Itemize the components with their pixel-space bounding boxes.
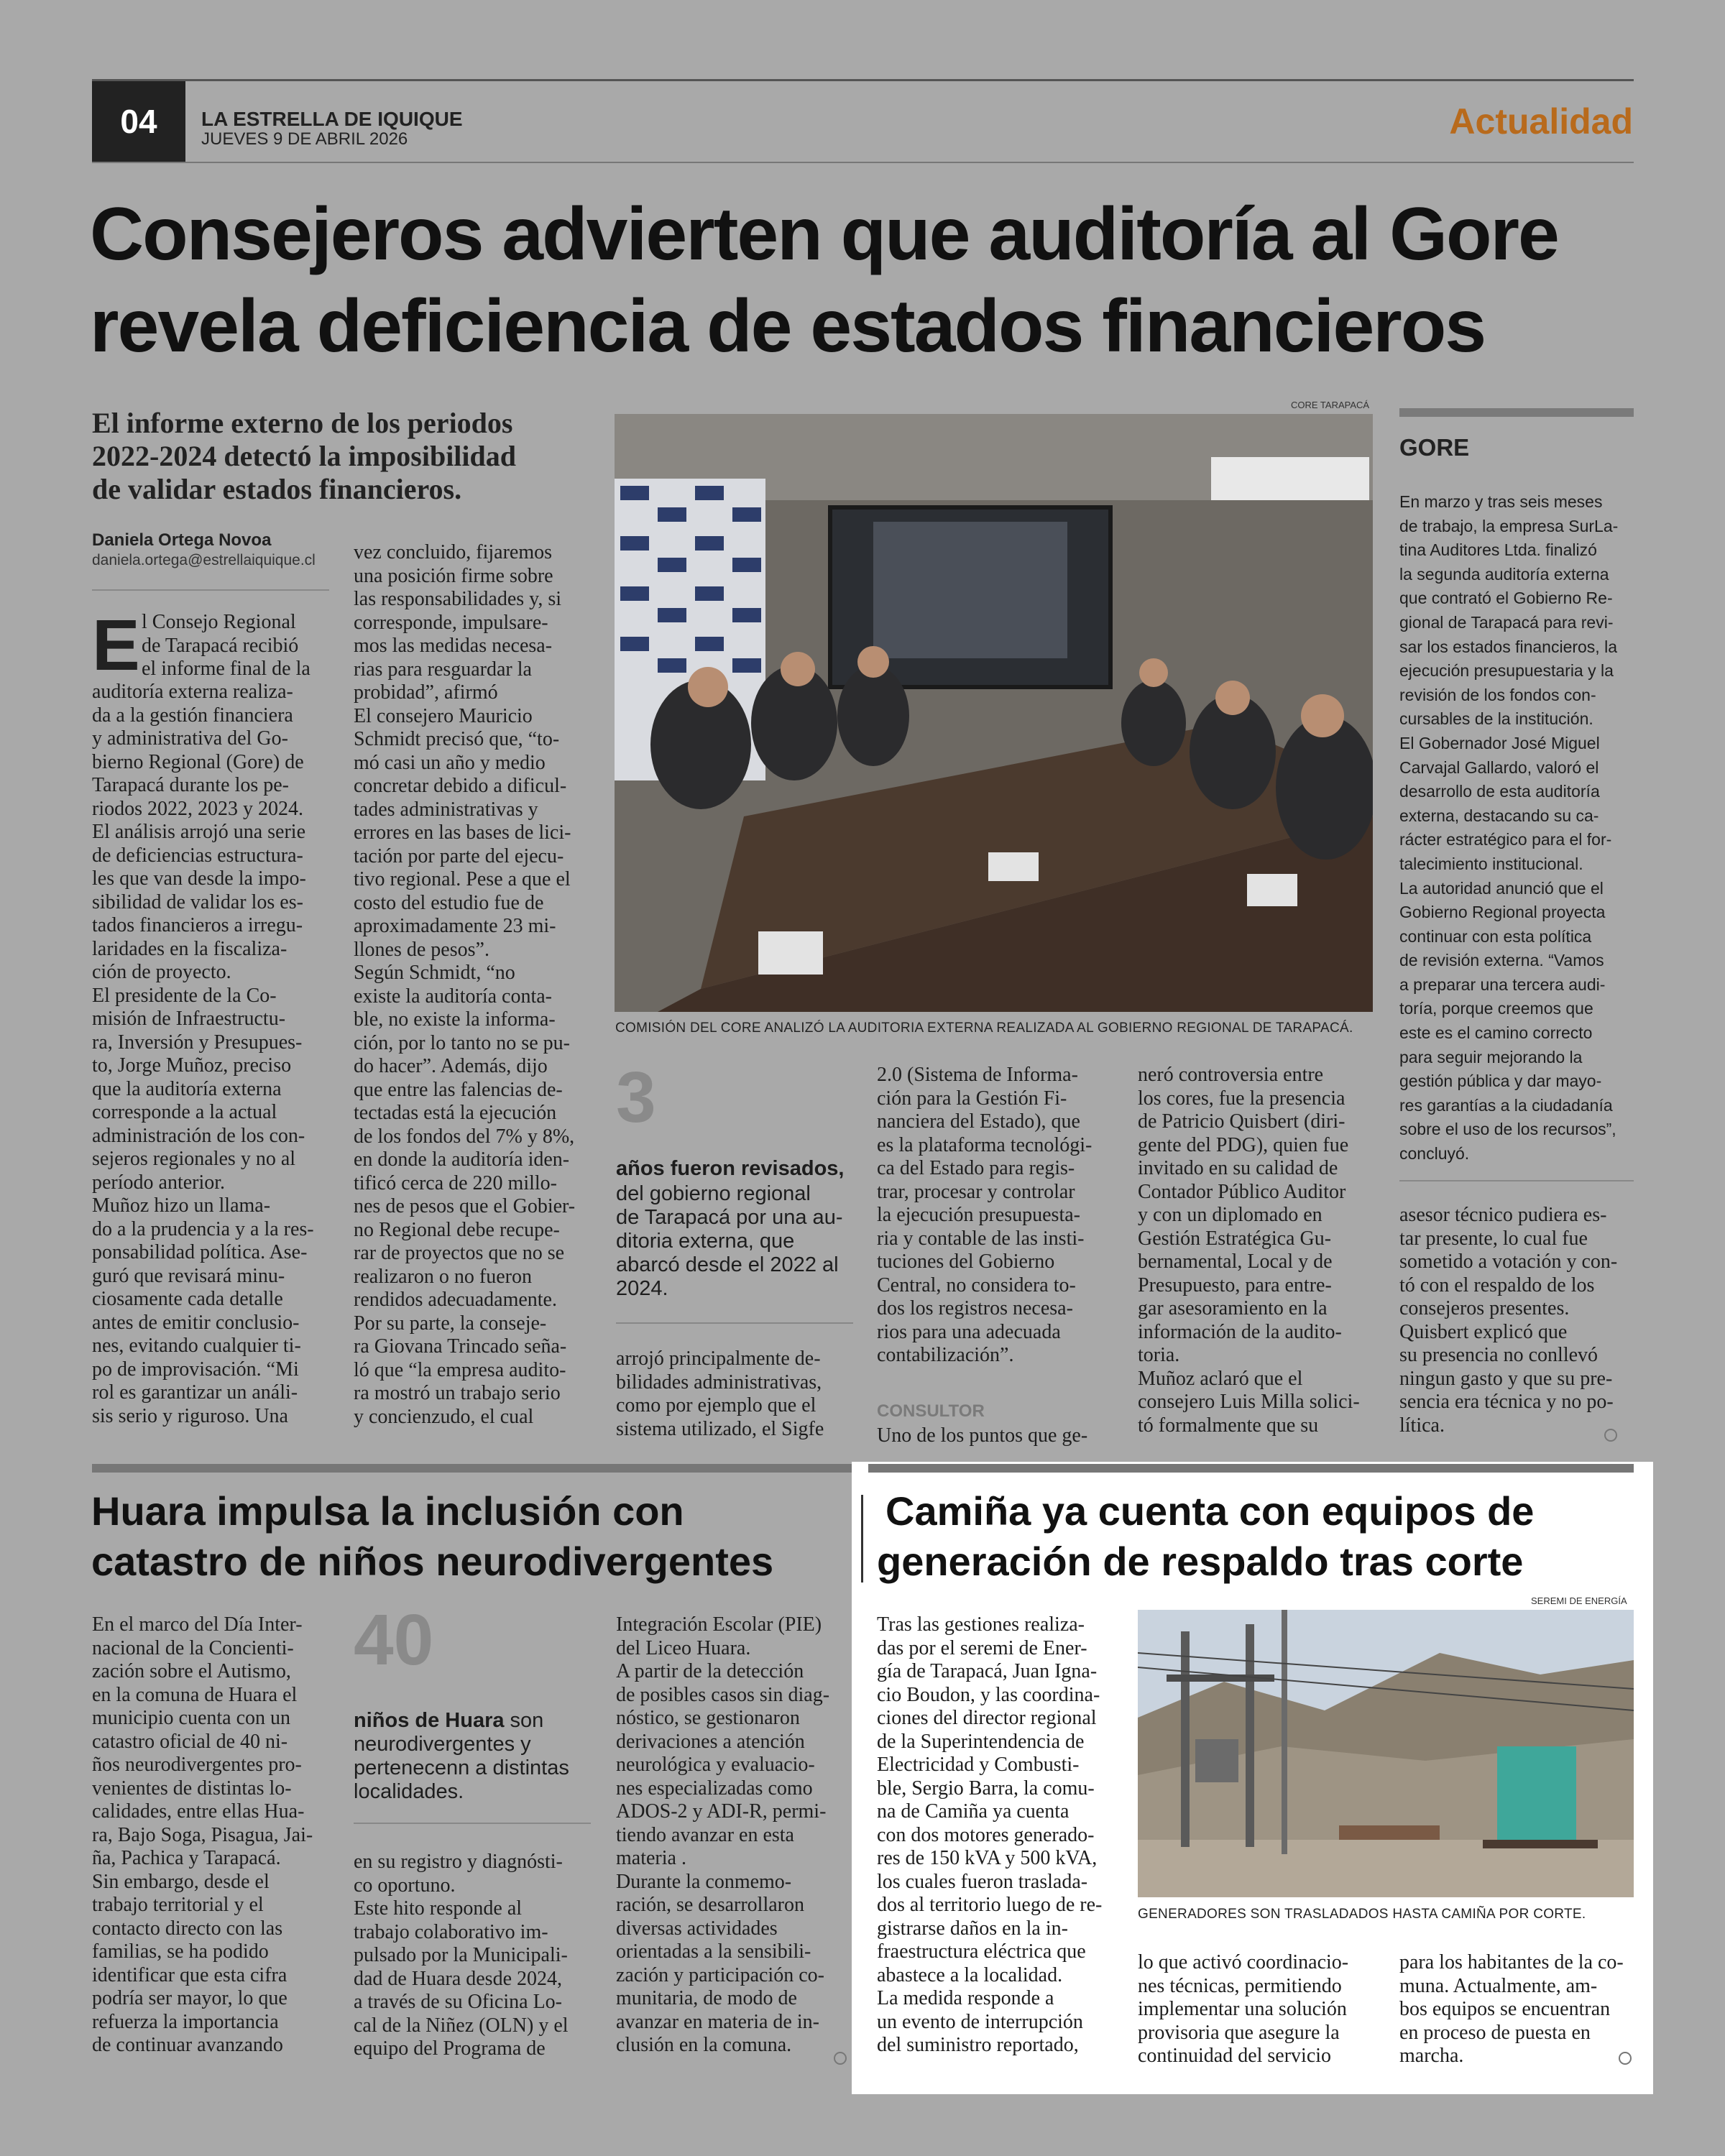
generators-illustration	[1138, 1610, 1634, 1897]
main-headline	[90, 188, 1558, 372]
camina-end-mark-icon	[1619, 2052, 1632, 2065]
huara-col3-body: Integración Escolar (PIE) del Liceo Huara. A partir de la detección de posibles casos sin diag- nóstico, se gestionaron derivaciones a atención neurológica y evaluacio- nes especializadas como ADOS-2 y ADI-R, permi- tiendo avanzar en esta materia . Durante la conmemo- ración, se desarrollaron diversas actividades orientadas a la sensibili- zación y participación co- munitaria, de modo de avanzar en materia de in- clusión en la comuna.	[616, 1613, 830, 2056]
bottom-section-bar	[92, 1464, 854, 1473]
camina-photo	[1138, 1610, 1634, 1897]
sidebar-body: En marzo y tras seis meses de trabajo, la empresa SurLa- tina Auditores Ltda. finalizó la segunda auditoría externa que contrató el Gobierno Re- gional de Tarapacá para revi- sar los estados financieros, la ejecución presupuestaria y la revisión de los fondos con- cursables de la institución. El Gobernador José Miguel Carvajal Gallardo, valoró el desarrollo de esta auditoría externa, destacando su ca- rácter estratégico para el for- talecimiento institucional. La autoridad anunció que el Gobierno Regional proyecta continuar con esta política de revisión externa. “Vamos a preparar una tercera audi- toría, porque creemos que este es el camino correcto para seguir mejorando la gestión pública y dar mayo- res garantías a la ciudadanía sobre el uso de los recursos”, concluyó.	[1399, 492, 1619, 1164]
huara-stat-desc: son neurodivergentes y pertenecenn a distintas localidades.	[354, 1709, 569, 1803]
page-number: 04	[120, 103, 157, 140]
section-label: Actualidad	[1449, 101, 1633, 142]
meeting-room-illustration	[615, 414, 1373, 1012]
main-col5-body: neró controversia entre los cores, fue la presencia de Patricio Quisbert (diri- gente del PDG), quien fue invitado en su calidad de Contador Público Auditor y con un diplomado en Gestión Estratégica Gu- bernamental, Local y de Presupuesto, para entre- gar asesoramiento en la información de la audito- toria. Muñoz aclaró que el consejero Luis Milla solici- tó formalmente que su	[1138, 1064, 1360, 1437]
sidebar-top-bar	[1399, 408, 1634, 417]
huara-col2-body: en su registro y diagnósti- co oportuno. Este hito responde al trabajo colaborativo im- pulsado por la Municipali- dad de Huara desde 2024, a través de su Oficina Lo- cal de la Niñez (OLN) y el equipo del Programa de	[354, 1851, 569, 2060]
main-photo-caption: COMISIÓN DEL CORE ANALIZÓ LA AUDITORIA EXTERNA REALIZADA AL GOBIERNO REGIONAL DE TARAPACÁ.	[615, 1021, 1353, 1036]
main-deck: El informe externo de los periodos 2022-2024 detectó la imposibilidad de validar estados financieros.	[92, 407, 517, 505]
huara-stat-text	[354, 1709, 591, 1804]
huara-stat-label: niños de Huara	[354, 1709, 505, 1732]
main-stat-rule	[616, 1322, 853, 1324]
main-photo	[615, 414, 1373, 1012]
camina-headline-line1: Camiña ya cuenta con equipos de	[886, 1488, 1535, 1534]
huara-col1-body: En el marco del Día Inter- nacional de la Concienti- zación sobre el Autismo, en la comuna de Huara el municipio cuenta con un catastro oficial de 40 ni- ños neurodivergentes pro- venientes de distintas lo- calidades, entre ellas Hua- ra, Bajo Soga, Pisagua, Jai- ña, Pachica y Tarapacá. Sin embargo, desde el trabajo territorial y el contacto directo con las familias, se ha podido identificar que esta cifra podría ser mayor, lo que refuerza la importancia de continuar avanzando	[92, 1613, 313, 2056]
main-col1-intro: l Consejo Regional de Tarapacá recibió el informe final de la	[142, 611, 310, 680]
main-photo-credit: CORE TARAPACÁ	[1291, 400, 1370, 410]
camina-top-bar	[868, 1464, 1634, 1473]
huara-stat-number: 40	[354, 1600, 434, 1680]
camina-photo-credit: SEREMI DE ENERGÍA	[1531, 1595, 1627, 1606]
page-number-box	[92, 81, 185, 162]
camina-headline	[877, 1486, 1534, 1587]
camina-photo-caption: GENERADORES SON TRASLADADOS HASTA CAMIÑA POR CORTE.	[1138, 1907, 1586, 1922]
main-end-mark-icon	[1604, 1429, 1617, 1442]
main-stat-label: años fueron revisados,	[616, 1157, 845, 1180]
main-col1-body: auditoría externa realiza- da a la gestión financiera y administrativa del Go- bierno Regional (Gore) de Tarapacá durante los pe- riodos 2022, 2023 y 2024. El análisis arrojó una serie de deficiencias estructura- les que van desde la impo- sibilidad de validar los es- tados financieros a irregu- laridades en la fiscaliza- ción de proyecto. El presidente de la Co- misión de Infraestructu- ra, Inversión y Presupues- to, Jorge Muñoz, preciso que la auditoría externa corresponde a la actual administración de los con- sejeros regionales y no al período anterior. Muñoz hizo un llama- do a la prudencia y a la res- ponsabilidad política. Ase- guró que revisará minu- ciosamente cada detalle antes de emitir conclusio- nes, evitando cualquier ti- po de improvisación. “Mi rol es garantizar un análi- sis serio y riguroso. Una	[92, 681, 314, 1427]
camina-side-rule	[861, 1495, 863, 1583]
main-stat-number: 3	[616, 1057, 656, 1138]
camina-col1-body: Tras las gestiones realiza- das por el seremi de Ener- gía de Tarapacá, Juan Igna- cio Boudon, y las coordina- ciones del director regional de la Superintendencia de Electricidad y Combusti- ble, Sergio Barra, la comu- na de Camiña ya cuenta con dos motores generado- res de 150 kVA y 500 kVA, los cuales fueron traslada- dos al territorio luego de re- gistrarse daños en la in- fraestructura eléctrica que abastece a la localidad. La medida responde a un evento de interrupción del suministro reportado,	[877, 1613, 1103, 2056]
main-col3-body: arrojó principalmente de- bilidades administrativas, como por ejemplo que el sistema utilizado, el Sigfe	[616, 1348, 824, 1440]
huara-headline-line1: Huara impulsa la inclusión con	[91, 1488, 684, 1534]
dropcap: E	[92, 605, 140, 686]
consultor-subhead: CONSULTOR	[877, 1401, 985, 1421]
main-col2-body: vez concluido, fijaremos una posición firme sobre las responsabilidades y, si corresponde, impulsare- mos las medidas necesa- rias para resguardar la probidad”, afirmó El consejero Mauricio Schmidt precisó que, “to- mó casi un año y medio concretar debido a dificul- tades administrativas y errores en las bases de lici- tación por parte del ejecu- tivo regional. Pese a que el costo del estudio fue de aproximadamente 23 mi- llones de pesos”. Según Schmidt, “no existe la auditoría conta- ble, no existe la informa- ción, por lo tanto no se pu- do hacer”. Además, dijo que entre las falencias de- tectadas está la ejecución de los fondos del 7% y 8%, en donde la auditoría iden- tificó cerca de 220 millo- nes de pesos que el Gobier- no Regional debe recupe- rar de proyectos que no se realizaron o no fueron rendidos adecuadamente. Por su parte, la conseje- ra Giovana Trincado seña- ló que “la empresa audito- ra mostró un trabajo serio y concienzudo, el cual	[354, 541, 576, 1428]
header-top-rule	[92, 79, 1634, 81]
main-col4-after: Uno de los puntos que ge-	[877, 1424, 1088, 1447]
issue-date: JUEVES 9 DE ABRIL 2026	[201, 129, 408, 149]
huara-headline	[91, 1486, 773, 1587]
main-headline-line1: Consejeros advierten que auditoría al Gore	[90, 193, 1558, 276]
camina-headline-line2: generación de respaldo tras corte	[877, 1539, 1524, 1584]
header-bottom-rule	[92, 162, 1634, 163]
huara-stat-rule	[354, 1823, 591, 1824]
main-headline-line2: revela deficiencia de estados financieros	[90, 285, 1486, 368]
main-col4-body: 2.0 (Sistema de Informa- ción para la Gestión Fi- nanciera del Estado), que es la plataforma tecnológi- ca del Estado para regis- trar, procesar y controlar la ejecución presupuesta- ria y contable de las insti- tuciones del Gobierno Central, no considera to- dos los registros necesa- rios para una adecuada contabilización”.	[877, 1064, 1092, 1366]
camina-col3-body: para los habitantes de la co- muna. Actualmente, am- bos equipos se encuentran en proceso de puesta en marcha.	[1399, 1951, 1624, 2067]
paper-name: LA ESTRELLA DE IQUIQUE	[201, 108, 463, 130]
author-name: Daniela Ortega Novoa	[92, 530, 272, 550]
main-stat-text: del gobierno regional de Tarapacá por una au- ditoria externa, que abarcó desde el 2022 al 2024.	[616, 1182, 843, 1300]
sidebar-title: GORE	[1399, 434, 1470, 461]
author-email[interactable]: daniela.ortega@estrellaiquique.cl	[92, 552, 316, 568]
author-rule	[92, 589, 329, 591]
sidebar-bottom-rule	[1399, 1180, 1634, 1181]
main-col6-body: asesor técnico pudiera es- tar presente, lo cual fue sometido a votación y con- tó con el respaldo de los consejeros presentes. Quisbert explicó que su presencia no conllevó ningun gasto y que su pre- sencia era técnica y no po- lítica.	[1399, 1204, 1618, 1437]
huara-end-mark-icon	[834, 2052, 847, 2065]
camina-col2-body: lo que activó coordinacio- nes técnicas, permitiendo implementar una solución provisoria que asegure la continuidad del servicio	[1138, 1951, 1349, 2067]
huara-headline-line2: catastro de niños neurodivergentes	[91, 1539, 774, 1584]
